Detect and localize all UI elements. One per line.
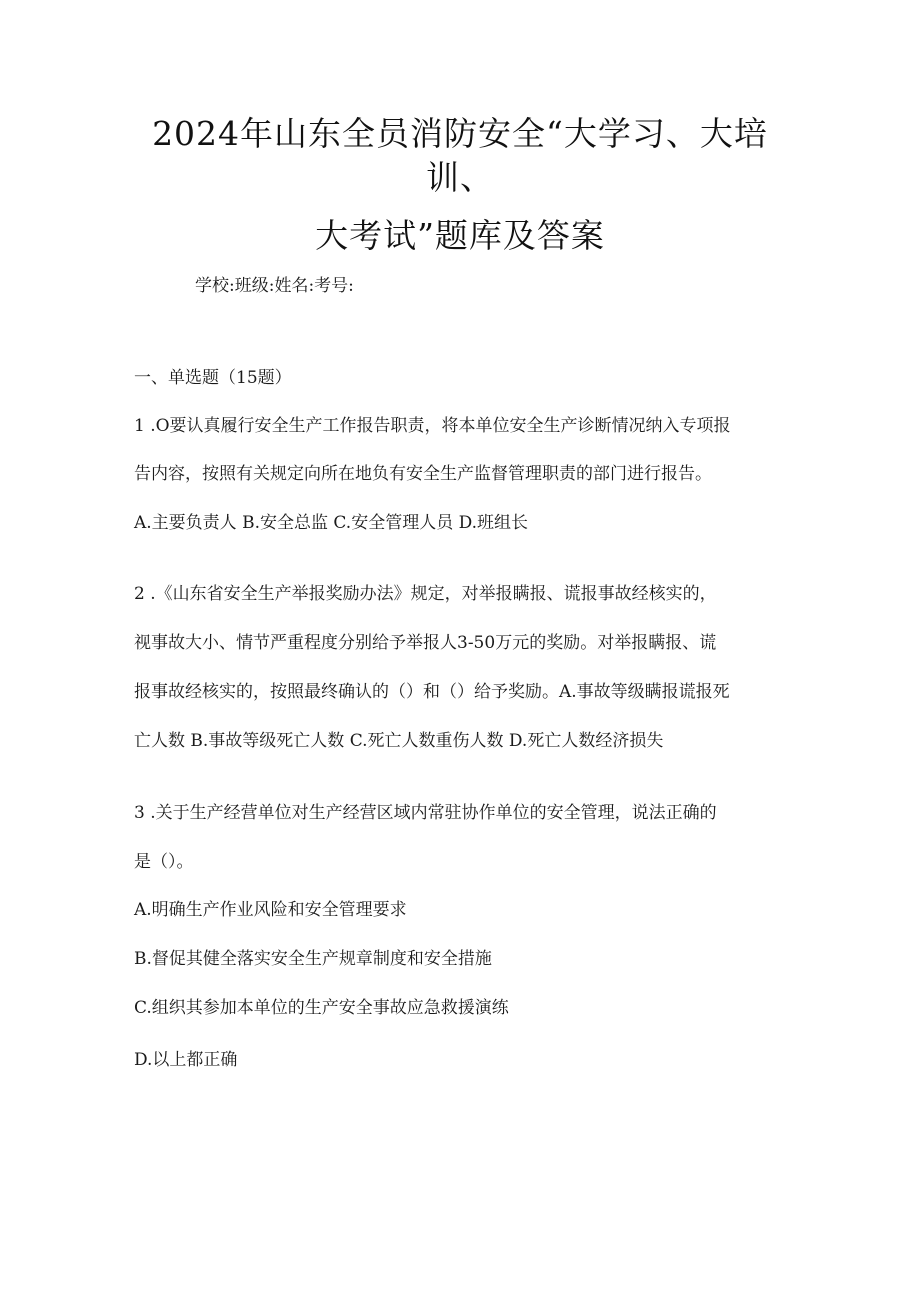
document-title-line-3: 大考试”题库及答案 [315, 216, 605, 255]
section-heading: 一、单选题（15题） [134, 368, 292, 388]
question-1-line-2: 告内容，按照有关规定向所在地负有安全生产监督管理职责的部门进行报告。 [134, 464, 712, 484]
question-1-line-1: 1 .O要认真履行安全生产工作报告职责，将本单位安全生产诊断情况纳入专项报 [134, 416, 731, 436]
document-title-line-1: 2024年山东全员消防安全“大学习、大培 [152, 114, 768, 153]
question-3-line-1: 3 .关于生产经营单位对生产经营区域内常驻协作单位的安全管理，说法正确的 [134, 803, 717, 823]
question-3-option-c: C.组织其参加本单位的生产安全事故应急救援演练 [134, 998, 509, 1018]
question-2-line-3: 报事故经核实的，按照最终确认的（）和（）给予奖励。A.事故等级瞒报谎报死 [134, 682, 730, 702]
question-1-options: A.主要负责人 B.安全总监 C.安全管理人员 D.班组长 [134, 513, 529, 533]
question-3-line-2: 是（）。 [134, 852, 194, 872]
question-2-line-4: 亡人数 B.事故等级死亡人数 C.死亡人数重伤人数 D.死亡人数经济损失 [134, 731, 664, 751]
question-3-option-b: B.督促其健全落实安全生产规章制度和安全措施 [134, 949, 492, 969]
student-info-line: 学校:班级:姓名:考号: [195, 276, 354, 296]
question-2-line-1: 2 .《山东省安全生产举报奖励办法》规定，对举报瞒报、谎报事故经核实的， [134, 584, 717, 604]
question-3-option-d: D.以上都正确 [134, 1050, 238, 1070]
question-2-line-2: 视事故大小、情节严重程度分别给予举报人3-50万元的奖励。对举报瞒报、谎 [134, 633, 717, 653]
document-title-line-2: 训、 [426, 158, 494, 197]
question-3-option-a: A.明确生产作业风险和安全管理要求 [134, 900, 407, 920]
